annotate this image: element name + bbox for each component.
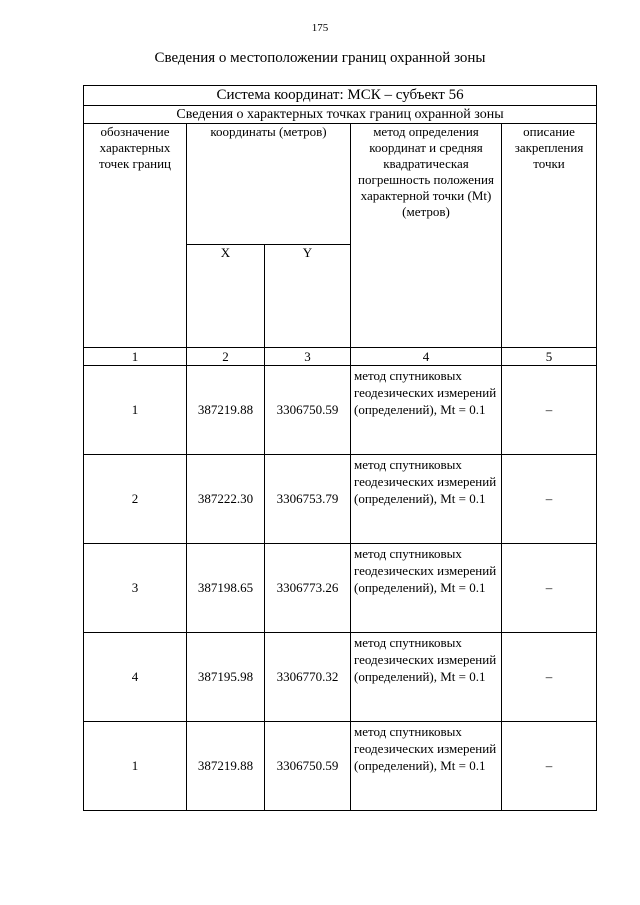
fixing-description: –: [502, 633, 597, 722]
table-row: [84, 722, 597, 811]
section-label: Сведения о характерных точках границ охранной зоны: [84, 106, 597, 124]
table-row: [84, 366, 597, 455]
fixing-description: –: [502, 366, 597, 455]
point-id: 1: [84, 366, 187, 455]
coordinate-system-label: Система координат: МСК – субъект 56: [84, 86, 597, 106]
point-id: 4: [84, 633, 187, 722]
table-row: [84, 455, 597, 544]
column-number: 1: [84, 348, 187, 366]
header-x: X: [187, 245, 265, 348]
coord-x: 387198.65: [187, 544, 265, 633]
method-description: метод спутниковых геодезических измерений (определений), Mt = 0.1: [351, 455, 502, 544]
header-y: Y: [265, 245, 351, 348]
coord-x: 387219.88: [187, 722, 265, 811]
boundary-points-table: [83, 85, 597, 811]
column-number: 2: [187, 348, 265, 366]
coord-x: 387222.30: [187, 455, 265, 544]
coord-x: 387195.98: [187, 633, 265, 722]
coord-x: 387219.88: [187, 366, 265, 455]
header-point-name: обозначение характерных точек границ: [84, 124, 187, 348]
point-id: 2: [84, 455, 187, 544]
coord-y: 3306753.79: [265, 455, 351, 544]
coord-y: 3306773.26: [265, 544, 351, 633]
page-title: Сведения о местоположении границ охранной зоны: [154, 50, 486, 66]
header-fixing: описание закрепления точки: [502, 124, 597, 348]
column-number: 3: [265, 348, 351, 366]
fixing-description: –: [502, 544, 597, 633]
column-number: 4: [351, 348, 502, 366]
fixing-description: –: [502, 722, 597, 811]
table-row: [84, 544, 597, 633]
header-coordinates: координаты (метров): [187, 124, 351, 245]
column-number: 5: [502, 348, 597, 366]
method-description: метод спутниковых геодезических измерений (определений), Mt = 0.1: [351, 366, 502, 455]
table-row: [84, 633, 597, 722]
coord-y: 3306750.59: [265, 366, 351, 455]
coord-y: 3306750.59: [265, 722, 351, 811]
page-number: 175: [311, 22, 329, 34]
point-id: 3: [84, 544, 187, 633]
method-description: метод спутниковых геодезических измерений (определений), Mt = 0.1: [351, 633, 502, 722]
point-id: 1: [84, 722, 187, 811]
coord-y: 3306770.32: [265, 633, 351, 722]
header-method: метод определения координат и средняя квадратическая погрешность положения характерной точки (Mt) (метров): [351, 124, 502, 348]
fixing-description: –: [502, 455, 597, 544]
method-description: метод спутниковых геодезических измерений (определений), Mt = 0.1: [351, 544, 502, 633]
method-description: метод спутниковых геодезических измерений (определений), Mt = 0.1: [351, 722, 502, 811]
